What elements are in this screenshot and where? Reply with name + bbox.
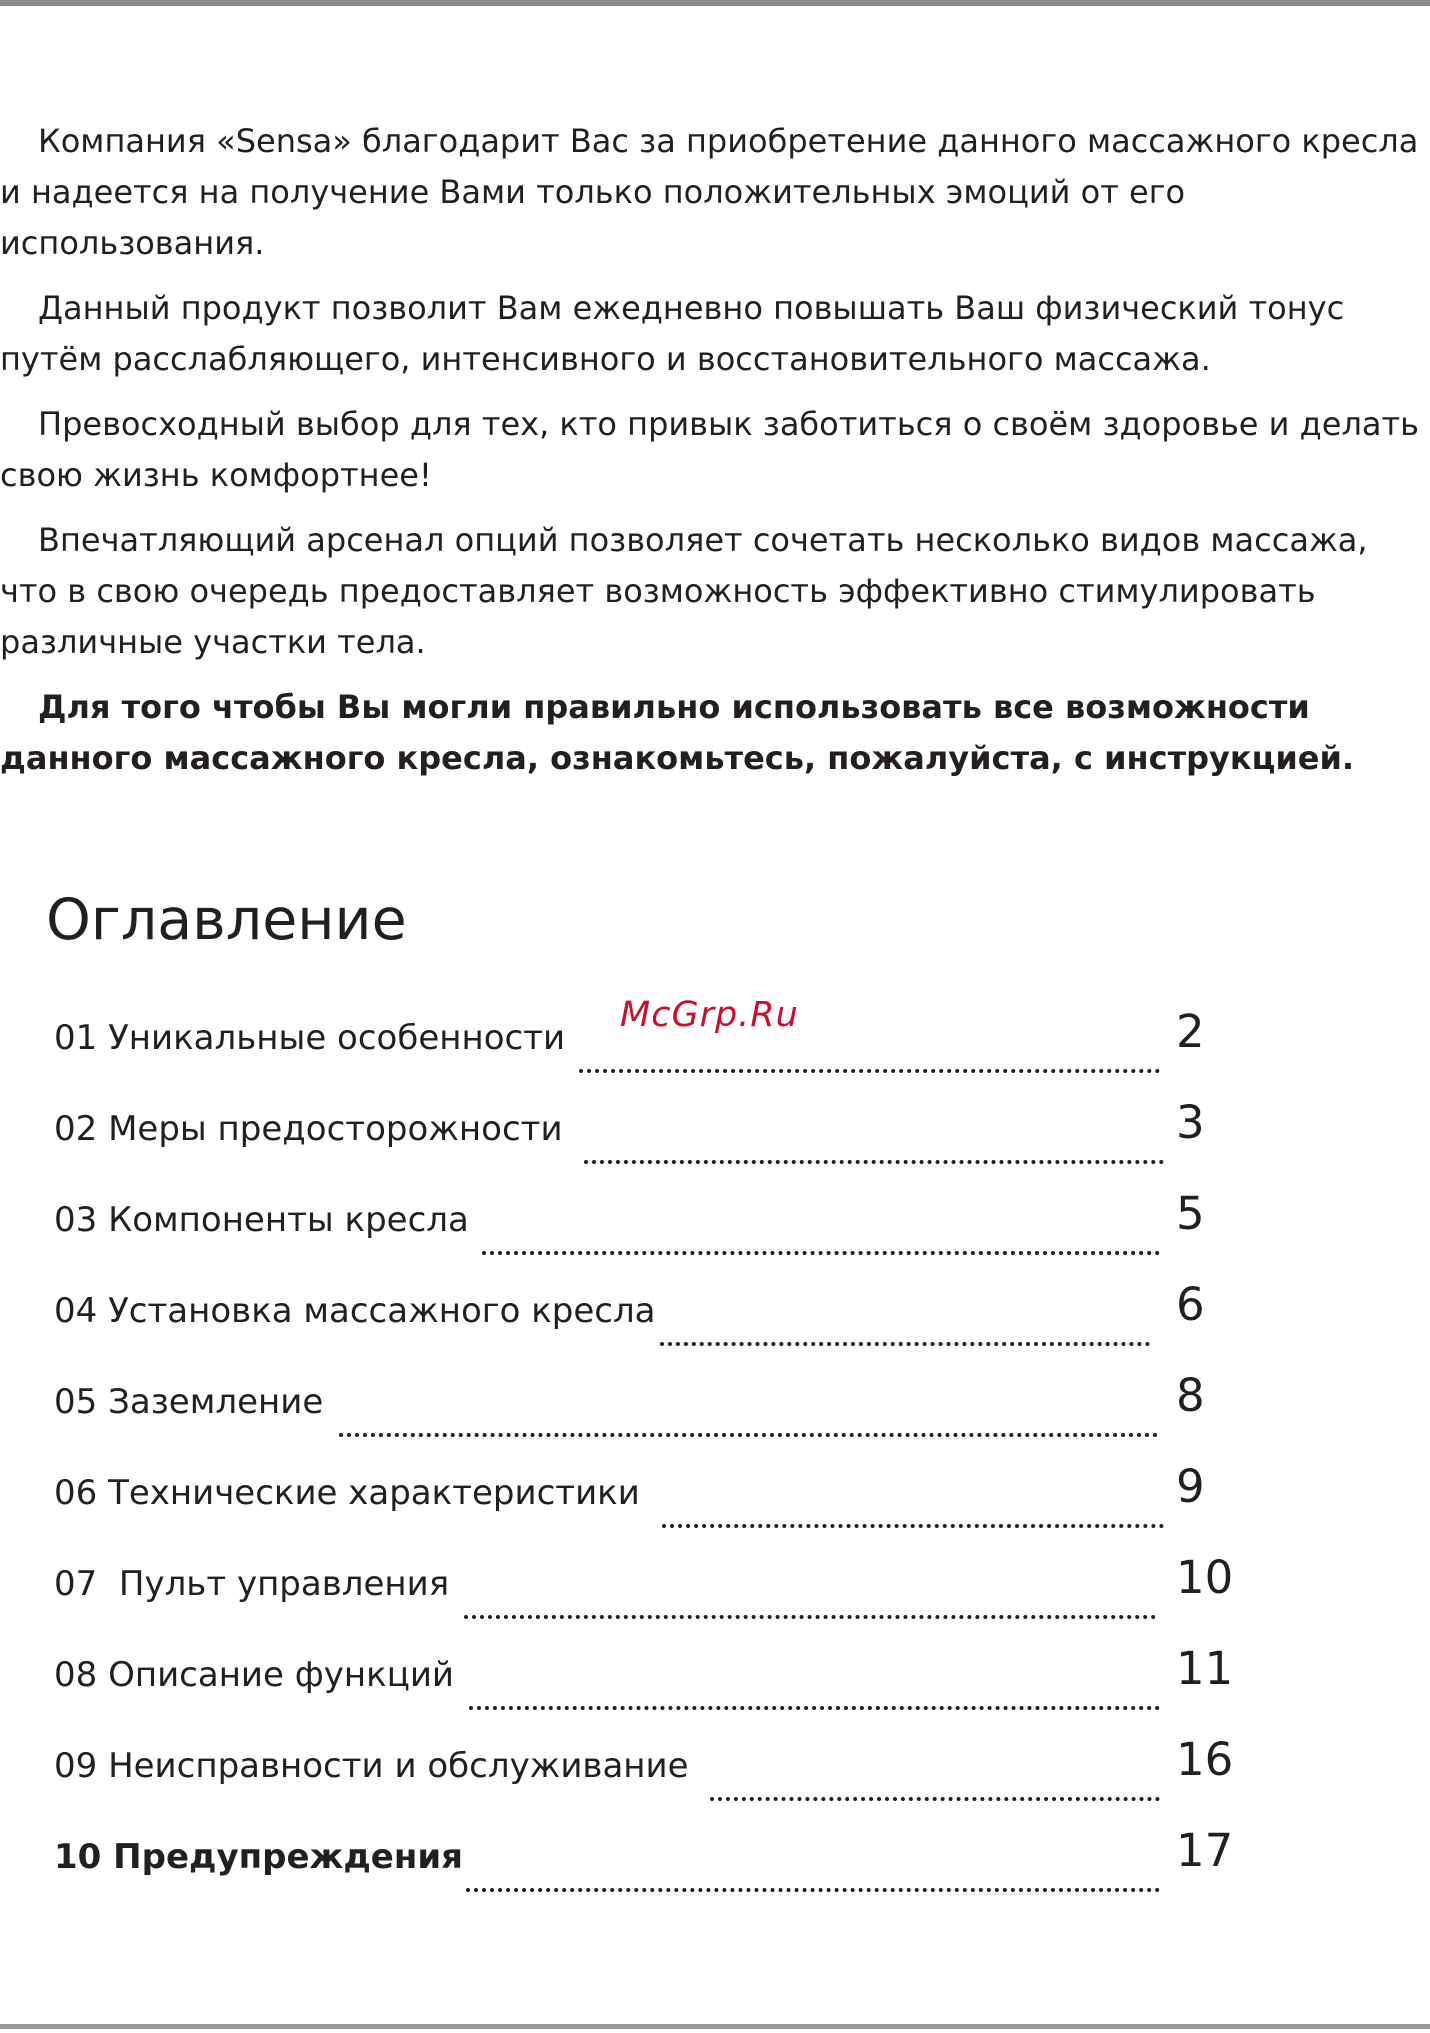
toc-leader-dots [584,1100,1164,1164]
toc-item-label: 09 Неисправности и обслуживание [54,1746,689,1786]
toc-item-label: 01 Уникальные особенности [54,1018,566,1058]
intro-paragraph-1: Компания «Sensa» благодарит Вас за приобретение данного массажного кресла и надеется на получение Вами только положительных эмоций от его использования. [0,122,1419,262]
toc-leader-dots [660,1282,1150,1346]
intro-paragraph-3: Превосходный выбор для тех, кто привык заботиться о своём здоровье и делать свою жизнь комфортнее! [0,405,1419,494]
toc-item-09 [54,1731,1254,1822]
toc-item-06 [54,1458,1254,1549]
toc-item-page: 8 [1176,1369,1205,1422]
toc-item-page: 2 [1176,1005,1205,1058]
toc-item-label: 10 Предупреждения [54,1837,464,1877]
toc-leader-dots [710,1737,1160,1801]
toc-item-label: 03 Компоненты кресла [54,1200,469,1240]
toc-item-07 [54,1549,1254,1640]
toc-item-02 [54,1094,1254,1185]
intro-bold-paragraph: Для того чтобы Вы могли правильно использовать все возможности данного массажного кресла, ознакомьтесь, пожалуйста, с инструкцией. [0,688,1355,777]
toc-item-page: 9 [1176,1460,1205,1513]
toc-item-page: 6 [1176,1278,1205,1331]
toc-item-08 [54,1640,1254,1731]
top-rule [0,0,1430,6]
intro-paragraph-4: Впечатляющий арсенал опций позволяет сочетать несколько видов массажа, что в свою очередь предоставляет возможность эффективно стимулировать различные участки тела. [0,521,1368,661]
toc-leader-dots [469,1646,1160,1710]
toc-item-page: 11 [1176,1642,1234,1695]
toc-item-03 [54,1185,1254,1276]
bottom-rule [0,2024,1430,2029]
toc-item-page: 17 [1176,1824,1234,1877]
watermark: McGrp.Ru [620,995,799,1035]
toc-item-page: 10 [1176,1551,1234,1604]
toc-item-01 [54,1003,1254,1094]
toc-leader-dots [482,1191,1160,1255]
toc-item-label: 06 Технические характеристики [54,1473,640,1513]
toc-item-label: 07 Пульт управления [54,1564,450,1604]
intro-section [0,116,1428,798]
toc-item-04 [54,1276,1254,1367]
toc-leader-dots [339,1373,1158,1437]
table-of-contents [54,1003,1254,1913]
toc-item-label: 08 Описание функций [54,1655,455,1695]
toc-item-page: 5 [1176,1187,1205,1240]
toc-item-10 [54,1822,1254,1913]
toc-leader-dots [464,1555,1156,1619]
toc-title: Оглавление [46,887,407,953]
toc-leader-dots [579,1009,1160,1073]
toc-item-page: 3 [1176,1096,1205,1149]
toc-item-page: 16 [1176,1733,1234,1786]
toc-item-label: 04 Установка массажного кресла [54,1291,656,1331]
toc-item-label: 05 Заземление [54,1382,324,1422]
toc-leader-dots [466,1828,1160,1892]
intro-paragraph-2: Данный продукт позволит Вам ежедневно повышать Ваш физический тонус путём расслабляющего, интенсивного и восстановительного массажа. [0,289,1345,378]
toc-item-05 [54,1367,1254,1458]
toc-leader-dots [662,1464,1164,1528]
toc-item-label: 02 Меры предосторожности [54,1109,563,1149]
